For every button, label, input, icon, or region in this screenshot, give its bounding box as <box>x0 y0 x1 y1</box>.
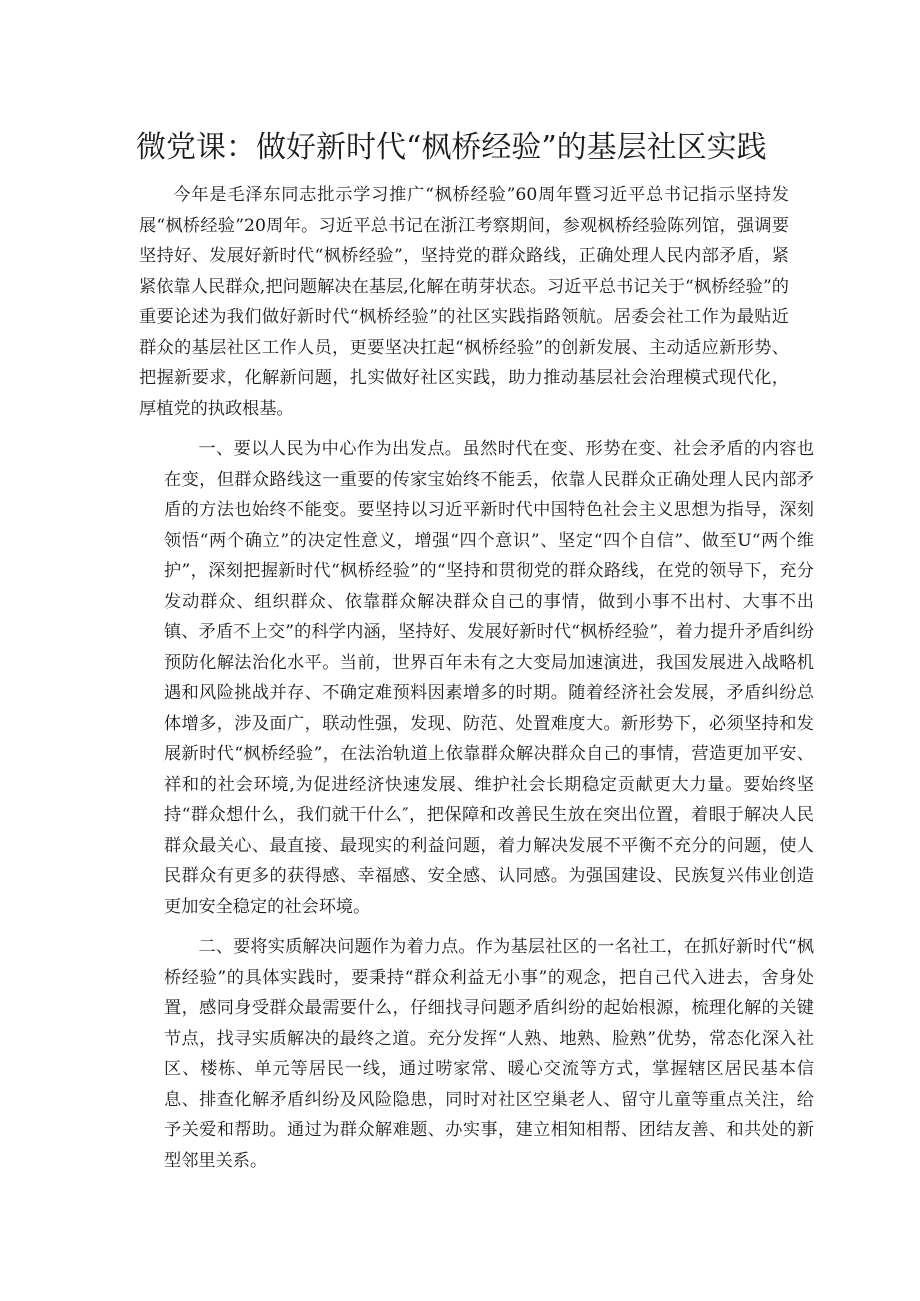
paragraph-intro: 今年是毛泽东同志批示学习推广“枫桥经验”60周年暨习近平总书记指示坚持发展“枫桥经验”20周年。习近平总书记在浙江考察期间，参观枫桥经验陈列馆，强调要坚持好、发展好新时代“枫桥经验”，坚持党的群众路线，正确处理人民内部矛盾，紧紧依靠人民群众,把问题解决在基层,化解在萌芽状态。习近平总书记关于“枫桥经验”的重要论述为我们做好新时代“枫桥经验”的社区实践指路领航。居委会社工作为最贴近群众的基层社区工作人员，更要坚决扛起“枫桥经验”的创新发展、主动适应新形势、把握新要求，化解新问题，扎实做好社区实践，助力推动基层社会治理模式现代化，厚植党的执政根基。 <box>139 185 789 419</box>
document-title: 微党课：做好新时代“枫桥经验”的基层社区实践 <box>136 130 767 165</box>
paragraph-point-one: 一、要以人民为中心作为出发点。虽然时代在变、形势在变、社会矛盾的内容也在变，但群众路线这一重要的传家宝始终不能丢，依靠人民群众正确处理人民内部矛盾的方法也始终不能变。要坚持以习近平新时代中国特色社会主义思想为指导，深刻领悟“两个确立”的决定性意义，增强“四个意识”、坚定“四个自信”、做至U“两个维护”，深刻把握新时代“枫桥经验”的“坚持和贯彻党的群众路线，在党的领导下，充分发动群众、组织群众、依靠群众解决群众自己的事情，做到小事不出村、大事不出镇、矛盾不上交”的科学内涵，坚持好、发展好新时代“枫桥经验”，着力提升矛盾纠纷预防化解法治化水平。当前，世界百年未有之大变局加速演进，我国发展进入战略机遇和风险挑战并存、不确定难预料因素增多的时期。随着经济社会发展，矛盾纠纷总体增多，涉及面广，联动性强，发现、防范、处置难度大。新形势下，必须坚持和发展新时代“枫桥经验”，在法治轨道上依靠群众解决群众自己的事情，营造更加平安、祥和的社会环境,为促进经济快速发展、维护社会长期稳定贡献更大力量。要始终坚持“群众想什么，我们就干什么″，把保障和改善民生放在突出位置，着眼于解决人民群众最关心、最直接、最现实的利益问题，着力解决发展不平衡不充分的问题，使人民群众有更多的获得感、幸福感、安全感、认同感。为强国建设、民族复兴伟业创造更加安全稳定的社会环境。 <box>164 439 814 917</box>
document-body <box>139 180 814 1176</box>
paragraph-point-two: 二、要将实质解决问题作为着力点。作为基层社区的一名社工，在抓好新时代“枫桥经验”的具体实践时，要秉持“群众利益无小事”的观念，把自己代入进去，舍身处置，感同身受群众最需要什么，仔细找寻问题矛盾纠纷的起始根源，梳理化解的关键节点，找寻实质解决的最终之道。充分发挥“人熟、地熟、脸熟”优势，常态化深入社区、楼栋、单元等居民一线，通过唠家常、暖心交流等方式，掌握辖区居民基本信息、排查化解矛盾纠纷及风险隐患，同时对社区空巢老人、留守儿童等重点关注，给予关爱和帮助。通过为群众解难题、办实事，建立相知相帮、团结友善、和共处的新型邻里关系。 <box>164 937 814 1171</box>
